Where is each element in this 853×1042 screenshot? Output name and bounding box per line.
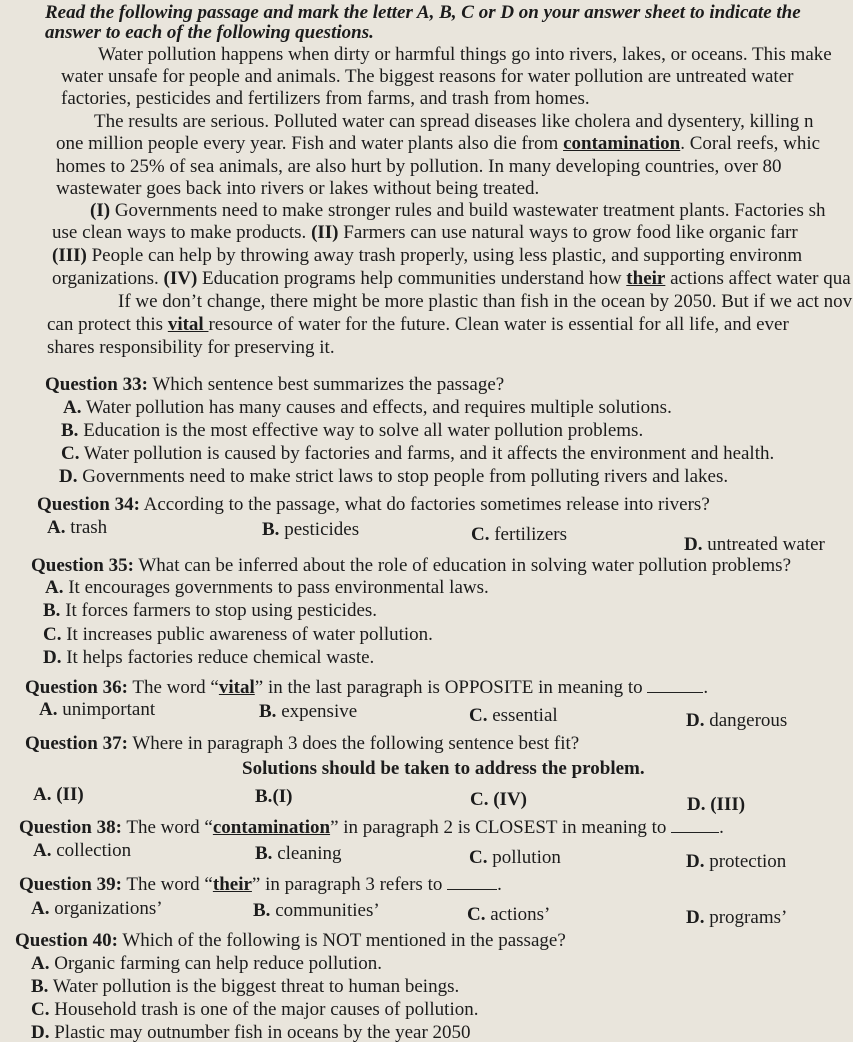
q39-option-c[interactable] <box>467 904 550 926</box>
option-letter: C. <box>31 999 50 1020</box>
option-text: communities’ <box>275 900 380 921</box>
option-letter: D. <box>31 1022 50 1042</box>
p3-text: use clean ways to make products. <box>52 222 312 243</box>
option-letter: A. <box>31 898 50 919</box>
answer-blank <box>671 818 719 833</box>
question-text: The word “ <box>121 817 213 838</box>
option-text: Organic farming can help reduce pollution. <box>54 953 383 974</box>
option-letter: B. <box>262 519 280 540</box>
question-word: their <box>212 874 252 895</box>
option-text: fertilizers <box>494 524 568 545</box>
q40-option-b[interactable] <box>31 976 459 998</box>
p2-text: one million people every year. Fish and water plants also die from <box>56 133 564 154</box>
option-text: untreated water <box>707 534 825 555</box>
question-37 <box>25 733 579 755</box>
marker-I: (I) <box>90 200 111 221</box>
option-letter: D. <box>686 710 705 731</box>
q35-option-b[interactable] <box>43 600 377 622</box>
p3-line-3 <box>52 245 802 267</box>
q39-option-b[interactable] <box>253 900 380 922</box>
p3-line-1 <box>90 200 826 222</box>
answer-blank <box>647 678 703 693</box>
q38-option-d[interactable] <box>686 851 786 873</box>
q33-option-a[interactable] <box>63 397 672 419</box>
q40-option-a[interactable] <box>31 953 382 975</box>
question-label: Question 36: <box>25 677 128 698</box>
question-word: contamination <box>212 817 331 838</box>
p3-text: Education programs help communities understand how <box>197 268 627 289</box>
q40-option-d[interactable] <box>31 1022 471 1042</box>
option-letter: B. <box>43 600 61 621</box>
question-38 <box>19 817 724 839</box>
q36-option-c[interactable] <box>469 705 558 727</box>
q40-option-c[interactable] <box>31 999 479 1021</box>
question-text: Where in paragraph 3 does the following sentence best fit? <box>127 733 580 754</box>
p3-line-4 <box>52 268 851 290</box>
question-34 <box>37 494 710 516</box>
question-text: According to the passage, what do factories sometimes release into rivers? <box>139 494 710 515</box>
option-text: unimportant <box>62 699 156 720</box>
word-vital: vital <box>167 314 209 335</box>
q38-option-a[interactable] <box>33 840 131 862</box>
option-text: cleaning <box>277 843 342 864</box>
p3-text-tail: actions affect water qua <box>665 268 851 289</box>
p4-line-1: If we don’t change, there might be more plastic than fish in the ocean by 2050. But if we act nov <box>118 291 853 312</box>
question-39 <box>19 874 502 896</box>
option-text: (I) <box>272 786 293 807</box>
option-text: (III) <box>710 794 746 815</box>
question-label: Question 40: <box>15 930 118 951</box>
option-text: essential <box>492 705 558 726</box>
q34-option-d[interactable] <box>684 534 825 556</box>
q33-option-c[interactable] <box>61 443 774 465</box>
option-letter: B. <box>31 976 49 997</box>
option-letter: B. <box>253 900 271 921</box>
p4-text: can protect this <box>47 314 168 335</box>
option-letter: C. <box>469 847 488 868</box>
instruction-line-2: answer to each of the following questions. <box>45 22 374 43</box>
answer-blank <box>447 875 497 890</box>
q38-option-c[interactable] <box>469 847 561 869</box>
option-text: (IV) <box>493 789 528 810</box>
option-letter: B. <box>255 786 273 807</box>
marker-II: (II) <box>311 222 339 243</box>
q39-option-a[interactable] <box>31 898 163 920</box>
option-letter: C. <box>467 904 486 925</box>
option-letter: D. <box>686 907 705 928</box>
option-letter: B. <box>259 701 277 722</box>
option-text: pesticides <box>284 519 360 540</box>
period: . <box>703 677 709 698</box>
instruction-line-1: Read the following passage and mark the letter A, B, C or D on your answer sheet to indicate the <box>45 2 801 23</box>
period: . <box>497 874 502 895</box>
q36-option-a[interactable] <box>39 699 155 721</box>
option-letter: C. <box>61 443 80 464</box>
q39-option-d[interactable] <box>686 907 787 929</box>
question-label: Question 38: <box>19 817 122 838</box>
question-label: Question 37: <box>25 733 128 754</box>
option-text: Plastic may outnumber fish in oceans by the year 2050 <box>54 1022 471 1042</box>
option-text: It forces farmers to stop using pesticides. <box>65 600 378 621</box>
option-letter: D. <box>59 466 78 487</box>
question-word: vital <box>218 677 255 698</box>
option-letter: B. <box>61 420 79 441</box>
question-36 <box>25 677 708 699</box>
q37-option-a[interactable] <box>33 784 84 806</box>
option-text: programs’ <box>709 907 788 928</box>
option-letter: D. <box>686 851 705 872</box>
q35-option-d[interactable] <box>43 647 374 669</box>
option-text: expensive <box>281 701 358 722</box>
question-text: What can be inferred about the role of education in solving water pollution problems? <box>133 555 791 576</box>
option-letter: A. <box>63 397 82 418</box>
q35-option-a[interactable] <box>45 577 489 599</box>
question-text: The word “ <box>127 677 219 698</box>
option-text: Water pollution is caused by factories and farms, and it affects the environment and health. <box>83 443 775 464</box>
option-text: Water pollution has many causes and effects, and requires multiple solutions. <box>85 397 672 418</box>
option-letter: A. <box>31 953 50 974</box>
option-text: dangerous <box>709 710 788 731</box>
option-text: protection <box>709 851 787 872</box>
p2-line-3: homes to 25% of sea animals, are also hurt by pollution. In many developing countries, over 80 <box>56 156 782 177</box>
p2-text-tail: . Coral reefs, whic <box>680 133 821 154</box>
option-text: Education is the most effective way to solve all water pollution problems. <box>83 420 644 441</box>
marker-III: (III) <box>52 245 87 266</box>
marker-IV: (IV) <box>163 268 198 289</box>
option-text: Household trash is one of the major causes of pollution. <box>54 999 479 1020</box>
option-letter: D. <box>684 534 703 555</box>
question-text: Which sentence best summarizes the passage? <box>147 374 505 395</box>
option-text: trash <box>70 517 108 538</box>
q33-option-b[interactable] <box>61 420 643 442</box>
p2-line-2 <box>56 133 820 155</box>
option-text: It encourages governments to pass environmental laws. <box>68 577 489 598</box>
option-text: Governments need to make strict laws to stop people from polluting rivers and lakes. <box>82 466 729 487</box>
question-label: Question 35: <box>31 555 134 576</box>
p3-text: People can help by throwing away trash properly, using less plastic, and supporting environm <box>86 245 803 266</box>
option-letter: D. <box>43 647 62 668</box>
question-label: Question 33: <box>45 374 148 395</box>
question-text: ” in paragraph 2 is CLOSEST in meaning to <box>330 817 672 838</box>
option-letter: A. <box>33 840 52 861</box>
option-letter: C. <box>470 789 489 810</box>
option-text: collection <box>56 840 132 861</box>
p4-line-3: shares responsibility for preserving it. <box>47 337 335 358</box>
q36-option-b[interactable] <box>259 701 357 723</box>
question-text: The word “ <box>121 874 213 895</box>
option-letter: D. <box>687 794 706 815</box>
option-text: (II) <box>56 784 84 805</box>
q34-option-c[interactable] <box>471 524 567 546</box>
option-text: Water pollution is the biggest threat to human beings. <box>52 976 460 997</box>
word-their: their <box>626 268 666 289</box>
p4-line-2 <box>47 314 789 336</box>
option-text: pollution <box>492 847 561 868</box>
q37-option-b[interactable] <box>255 786 293 808</box>
option-letter: A. <box>45 577 64 598</box>
option-text: It increases public awareness of water pollution. <box>66 624 433 645</box>
p1-line-3: factories, pesticides and fertilizers from farms, and trash from homes. <box>61 88 590 109</box>
question-text: ” in paragraph 3 refers to <box>251 874 448 895</box>
q36-option-d[interactable] <box>686 710 787 732</box>
option-letter: C. <box>43 624 62 645</box>
word-contamination: contamination <box>563 133 681 154</box>
question-33 <box>45 374 504 396</box>
q37-option-c[interactable] <box>470 789 527 811</box>
q34-option-b[interactable] <box>262 519 359 541</box>
question-40 <box>15 930 566 952</box>
option-letter: B. <box>255 843 273 864</box>
p1-line-2: water unsafe for people and animals. The biggest reasons for water pollution are untreated water <box>61 66 794 87</box>
question-text: ” in the last paragraph is OPPOSITE in meaning to <box>254 677 648 698</box>
p3-line-2 <box>52 222 798 244</box>
option-letter: A. <box>33 784 52 805</box>
q38-option-b[interactable] <box>255 843 342 865</box>
p1-line-1: Water pollution happens when dirty or harmful things go into rivers, lakes, or oceans. This make <box>98 44 832 65</box>
q33-option-d[interactable] <box>59 466 728 488</box>
option-letter: A. <box>39 699 58 720</box>
option-text: actions’ <box>490 904 551 925</box>
question-text: Which of the following is NOT mentioned in the passage? <box>117 930 566 951</box>
period: . <box>719 817 724 838</box>
q35-option-c[interactable] <box>43 624 433 646</box>
option-letter: C. <box>469 705 488 726</box>
p2-line-4: wastewater goes back into rivers or lakes without being treated. <box>56 178 540 199</box>
p4-text-tail: resource of water for the future. Clean water is essential for all life, and ever <box>208 314 789 335</box>
q37-option-d[interactable] <box>687 794 745 816</box>
option-text: organizations’ <box>54 898 163 919</box>
option-letter: C. <box>471 524 490 545</box>
q37-sentence: Solutions should be taken to address the problem. <box>242 758 645 779</box>
option-letter: A. <box>47 517 66 538</box>
q34-option-a[interactable] <box>47 517 107 539</box>
question-35 <box>31 555 791 577</box>
option-text: It helps factories reduce chemical waste. <box>66 647 375 668</box>
p2-line-1: The results are serious. Polluted water can spread diseases like cholera and dysentery, killing n <box>94 111 814 132</box>
p3-text: Governments need to make stronger rules and build wastewater treatment plants. Factories sh <box>110 200 826 221</box>
p3-text: organizations. <box>52 268 164 289</box>
question-label: Question 34: <box>37 494 140 515</box>
p3-text: Farmers can use natural ways to grow food like organic farr <box>338 222 798 243</box>
question-label: Question 39: <box>19 874 122 895</box>
